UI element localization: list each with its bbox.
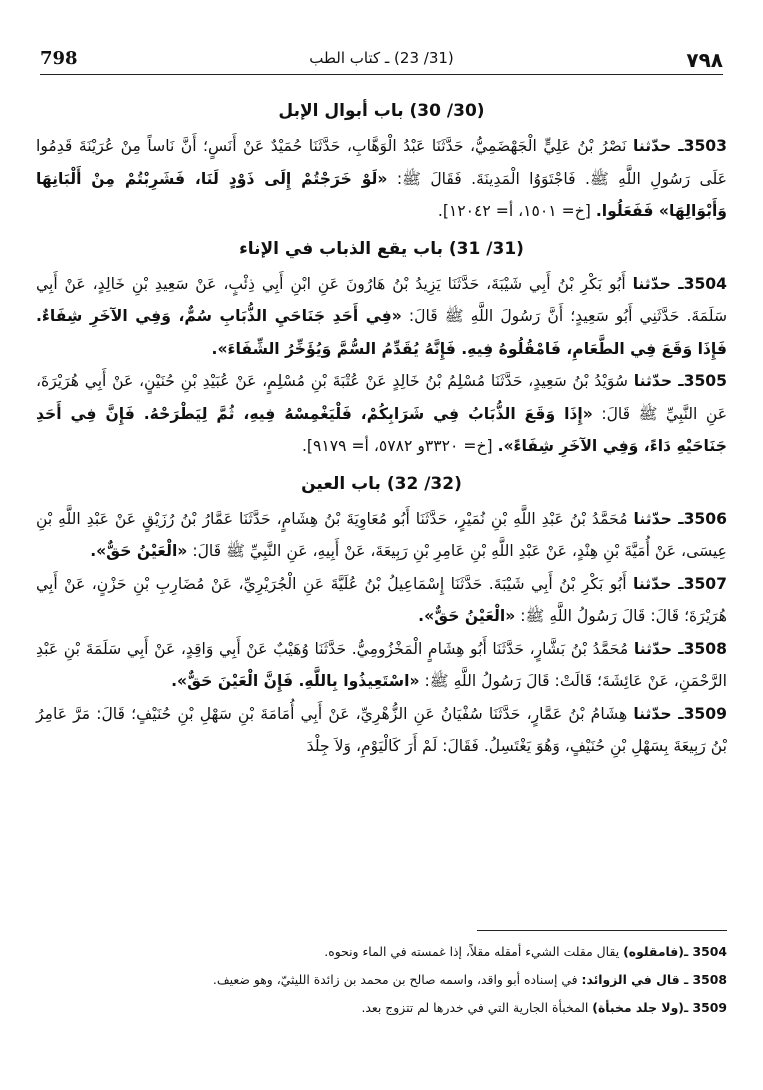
- haddatha-word: ـ حدّثنا: [632, 137, 684, 155]
- matn-text: «إِذَا وَقَعَ الذُّبَابُ فِي شَرَابِكُمْ، فَلْيَغْمِسْهُ فِيهِ، ثُمَّ لِيَطْرَحْهُ. فَإِنَّ فِي أَحَدِ جَنَاحَيْهِ دَاءً، وَفِي الآخَرِ شِفَاءً».: [36, 404, 727, 455]
- page-number-arabic: ٧٩٨: [686, 48, 723, 72]
- matn-text: «لَوْ خَرَجْتُمْ إِلَى ذَوْدٍ لَنَا، فَشَرِبْتُمْ مِنْ أَلْبَانِهَا وَأَبْوَالِهَا» فَفَعَلُوا.: [36, 169, 727, 220]
- footnote-divider: [477, 930, 727, 931]
- hadith-number: 3503: [683, 137, 727, 155]
- matn-text: «اسْتَعِيذُوا بِاللَّهِ. فَإِنَّ الْعَيْنَ حَقٌّ».: [171, 672, 420, 690]
- hadith-number: 3509: [683, 704, 727, 723]
- matn-text: «الْعَيْنُ حَقٌّ».: [90, 542, 188, 560]
- haddatha-word: ـ حدّثنا: [633, 509, 684, 528]
- chapter-heading: (32/ 32) باب العين: [301, 473, 462, 494]
- hadith-number: 3506: [683, 509, 727, 528]
- isnad-text: أَبُو بَكْرِ بْنُ أَبِي شَيْبَةَ. حَدَّثَنَا إِسْمَاعِيلُ بْنُ عُلَيَّةَ عَنِ الْجُرَيْرِيِّ، عَنْ مُضَارِبِ بْنِ حَزْنٍ، عَنْ أَبِي هُرَيْرَةَ؛ قَالَ: قَالَ رَسُولُ اللَّهِ ﷺ:: [36, 574, 727, 625]
- hadith-3506: [36, 503, 727, 568]
- footnote-text: المخبأة الجارية التي في خدرها لم تتزوج بعد.: [361, 1000, 593, 1015]
- hadith-number: 3505: [683, 372, 727, 390]
- footnote-key: 3504 ـ(فامقلوه): [623, 944, 727, 959]
- page-header: [40, 44, 723, 75]
- isnad-text: سُوَيْدُ بْنُ سَعِيدٍ، حَدَّثَنَا مُسْلِمُ بْنُ خَالِدٍ عَنْ عُتْبَةَ بْنِ مُسْلِمٍ، عَنْ عُبَيْدِ بْنِ حُنَيْنٍ، عَنْ أَبِي هُرَيْرَةَ، عَنِ النَّبِيِّ ﷺ قَالَ:: [36, 372, 727, 423]
- isnad-text: نَصْرُ بْنُ عَلِيٍّ الْجَهْضَمِيُّ، حَدَّثَنَا عَبْدُ الْوَهَّابِ، حَدَّثَنَا حُمَيْدٌ عَنْ أَنَسٍ؛ أَنَّ نَاساً مِنْ عُرَيْنَةَ قَدِمُوا عَلَى رَسُولِ اللَّهِ ﷺ. فَاجْتَوَوُا الْمَدِينَةَ. فَقَالَ ﷺ:: [36, 137, 727, 188]
- footnote: [36, 938, 727, 966]
- footnote: [36, 966, 727, 994]
- haddatha-word: ـ حدّثنا: [632, 274, 684, 293]
- footnote-key: 3509 ـ(ولا جلد مخبأة): [592, 1000, 727, 1015]
- haddatha-word: ـ حدّثنا: [633, 639, 684, 658]
- chapter-heading: (31/ 31) باب يقع الذباب في الإناء: [239, 238, 524, 259]
- hadith-3505: [36, 365, 727, 463]
- footnotes: [36, 938, 727, 1022]
- hadith-3503: [36, 130, 727, 228]
- chapter-heading: (30/ 30) باب أبوال الإبل: [278, 101, 485, 121]
- isnad-text: مُحَمَّدُ بْنُ بَشَّارٍ، حَدَّثَنَا أَبُو هِشَامٍ الْمَخْزُومِيُّ. حَدَّثَنَا وُهَيْبٌ عَنْ أَبِي وَاقِدٍ، عَنْ أَبِي سَلَمَةَ بْنِ عَبْدِ الرَّحْمَنِ، عَنْ عَائِشَةَ؛ قَالَتْ: قَالَ رَسُولُ اللَّهِ ﷺ:: [36, 639, 727, 690]
- hadith-3508: [36, 633, 727, 698]
- haddatha-word: ـ حدّثنا: [633, 574, 684, 593]
- hadith-3509: [36, 698, 727, 763]
- page-number-latin: 798: [40, 48, 78, 69]
- isnad-text: مُحَمَّدُ بْنُ عَبْدِ اللَّهِ بْنِ نُمَيْرٍ، حَدَّثَنَا أَبُو مُعَاوِيَةَ بْنُ هِشَامٍ، حَدَّثَنَا عَمَّارُ بْنُ رُزَيْقٍ عَنْ عَبْدِ اللَّهِ بْنِ عِيسَى، عَنْ أُمَيَّةَ بْنِ هِنْدٍ، عَنْ عَبْدِ اللَّهِ بْنِ عَامِرِ بْنِ رَبِيعَةَ، عَنْ أَبِيهِ، عَنِ النَّبِيِّ ﷺ قَالَ:: [36, 509, 727, 560]
- isnad-text: أَبُو بَكْرِ بْنُ أَبِي شَيْبَةَ، حَدَّثَنَا يَزِيدُ بْنُ هَارُونَ عَنِ ابْنِ أَبِي ذِئْبٍ، عَنْ سَعِيدِ بْنِ خَالِدٍ، عَنْ أَبِي سَلَمَةَ. حَدَّثَنِي أَبُو سَعِيدٍ؛ أَنَّ رَسُولَ اللَّهِ ﷺ قَالَ:: [36, 274, 728, 325]
- haddatha-word: ـ حدّثنا: [633, 704, 684, 723]
- footnote-text: في إسناده أبو واقد، واسمه صالح بن محمد بن زائدة الليثيّ، وهو ضعيف.: [212, 972, 582, 987]
- hadith-number: 3507: [683, 574, 727, 593]
- hadith-3504: [36, 268, 727, 366]
- footnote: [36, 994, 727, 1022]
- reference-text: [خ= ١٥٠١، أ= ١٢٠٤٢].: [437, 202, 596, 220]
- isnad-text: هِشَامُ بْنُ عَمَّارٍ، حَدَّثَنَا سُفْيَانُ عَنِ الزُّهْرِيِّ، عَنْ أَبِي أُمَامَةَ بْنِ سَهْلِ بْنِ حُنَيْفٍ؛ قَالَ: مَرَّ عَامِرُ بْنُ رَبِيعَةَ بِسَهْلِ بْنِ حُنَيْفٍ، وَهُوَ يَغْتَسِلُ. فَقَالَ: لَمْ أَرَ كَالْيَوْمِ، وَلاَ جِلْدَ: [36, 704, 727, 755]
- matn-text: «فِي أَحَدِ جَنَاحَيِ الذُّبَابِ سُمٌّ، وَفِي الآخَرِ شِفَاءٌ. فَإِذَا وَقَعَ فِي الطَّعَامِ، فَامْقُلُوهُ فِيهِ. فَإِنَّهُ يُقَدِّمُ السُّمَّ وَيُؤَخِّرُ الشِّفَاءَ».: [36, 307, 727, 358]
- hadith-number: 3508: [683, 639, 727, 658]
- haddatha-word: ـ حدّثنا: [633, 372, 684, 390]
- main-text: [36, 90, 727, 763]
- running-title: (31/ 23) ـ كتاب الطب: [309, 49, 454, 67]
- footnote-text: يقال مقلت الشيء أمقله مقلاً، إذا غمسته في الماء ونحوه.: [324, 944, 624, 959]
- hadith-3507: [36, 568, 727, 633]
- reference-text: [خ= ٣٣٢٠و ٥٧٨٢، أ= ٩١٧٩].: [301, 437, 498, 455]
- footnote-key: 3508 ـ قال في الزوائد:: [581, 972, 727, 987]
- matn-text: «الْعَيْنُ حَقٌّ».: [418, 607, 516, 625]
- hadith-number: 3504: [683, 274, 727, 293]
